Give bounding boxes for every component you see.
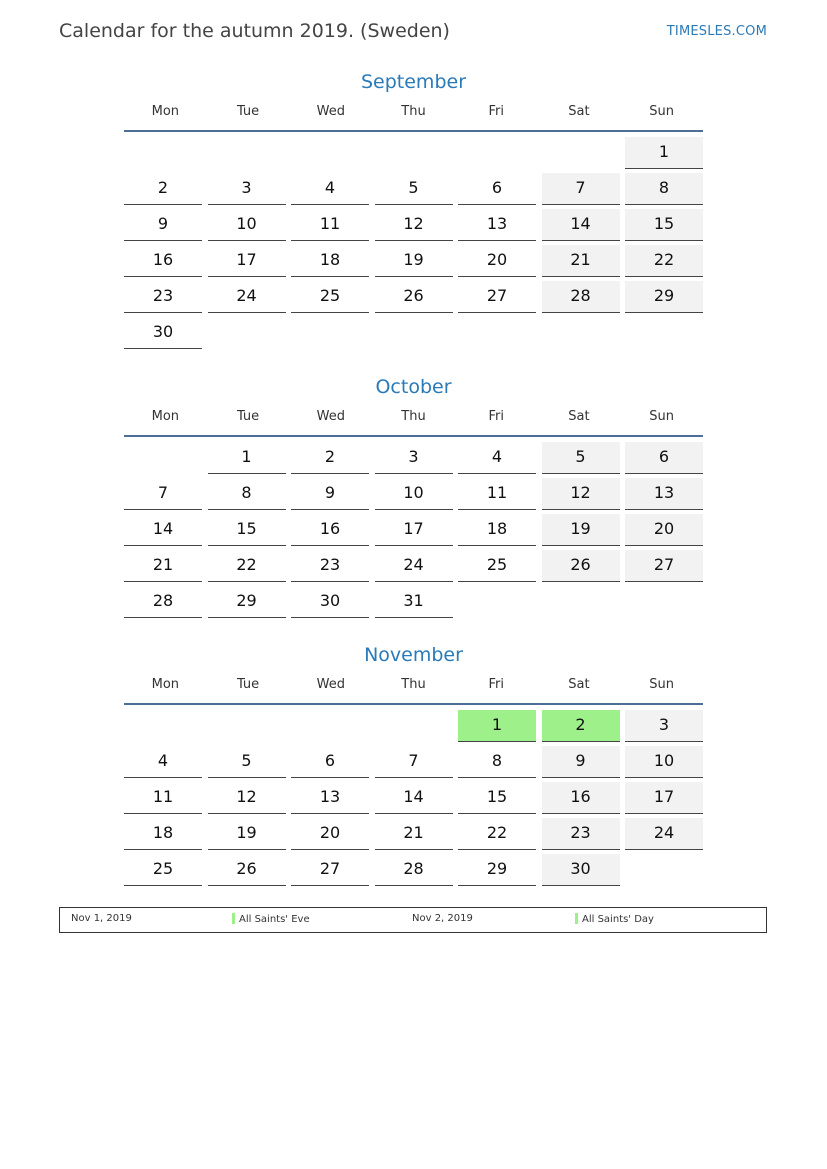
day-cell[interactable]: 22 [625,245,703,277]
day-cell[interactable]: 7 [542,173,620,205]
weekday-label: Tue [236,104,260,119]
day-cell[interactable]: 19 [208,818,286,850]
weekday-label: Mon [151,677,180,692]
day-cell[interactable]: 13 [625,478,703,510]
empty-cell [124,442,202,474]
day-cell[interactable]: 21 [542,245,620,277]
day-cell[interactable]: 22 [458,818,536,850]
weekday-label: Thu [401,409,426,424]
empty-cell [375,710,453,742]
legend-holiday-2: All Saints' Day [582,914,654,925]
day-cell[interactable]: 15 [625,209,703,241]
weekday-label: Wed [316,677,345,692]
day-cell[interactable]: 11 [291,209,369,241]
day-cell[interactable]: 14 [375,782,453,814]
legend-entry-1 [232,913,310,925]
day-cell[interactable]: 15 [458,782,536,814]
day-cell[interactable]: 16 [542,782,620,814]
month-name: November [364,644,463,666]
day-cell[interactable]: 21 [375,818,453,850]
weekday-label: Wed [316,104,345,119]
empty-cell [208,137,286,169]
weekday-label: Sun [649,409,675,424]
month-november [124,643,703,886]
day-cell[interactable]: 1 [208,442,286,474]
day-cell[interactable]: 17 [208,245,286,277]
day-cell[interactable]: 23 [124,281,202,313]
day-cell[interactable]: 10 [375,478,453,510]
empty-cell [542,137,620,169]
weekday-label: Tue [236,677,260,692]
day-cell[interactable]: 27 [625,550,703,582]
day-cell[interactable]: 24 [625,818,703,850]
weekday-label: Mon [151,104,180,119]
weekday-header [124,407,703,437]
day-cell[interactable]: 10 [625,746,703,778]
weekday-label: Fri [488,104,504,119]
day-cell[interactable]: 6 [625,442,703,474]
day-cell[interactable]: 25 [458,550,536,582]
day-cell[interactable]: 21 [124,550,202,582]
weekday-label: Sat [568,677,590,692]
legend-holiday-1: All Saints' Eve [239,914,310,925]
month-name: September [360,71,467,93]
weekday-label: Fri [488,409,504,424]
month-october [124,375,703,618]
day-cell[interactable]: 13 [458,209,536,241]
day-grid [124,442,703,618]
day-cell[interactable]: 7 [375,746,453,778]
day-cell[interactable]: 28 [124,586,202,618]
day-cell[interactable]: 1 [625,137,703,169]
day-cell[interactable]: 26 [375,281,453,313]
day-cell[interactable]: 6 [291,746,369,778]
weekday-header [124,675,703,705]
day-cell[interactable]: 15 [208,514,286,546]
day-cell[interactable]: 7 [124,478,202,510]
weekday-header [124,102,703,132]
day-cell[interactable]: 4 [458,442,536,474]
day-cell[interactable]: 17 [625,782,703,814]
legend-date-2: Nov 2, 2019 [412,913,473,924]
weekday-label: Thu [401,677,426,692]
day-cell[interactable]: 26 [208,854,286,886]
month-september [124,70,703,349]
day-cell[interactable]: 16 [291,514,369,546]
empty-cell [291,710,369,742]
empty-cell [124,710,202,742]
day-cell[interactable]: 11 [124,782,202,814]
holiday-marker-icon [232,913,235,924]
day-cell[interactable]: 29 [458,854,536,886]
legend-entry-2 [575,913,654,925]
day-cell[interactable]: 12 [542,478,620,510]
day-cell[interactable]: 27 [291,854,369,886]
site-link[interactable]: TIMESLES.COM [666,24,767,39]
day-cell[interactable]: 30 [124,317,202,349]
day-cell[interactable]: 19 [542,514,620,546]
day-cell[interactable]: 2 [124,173,202,205]
day-cell[interactable]: 5 [375,173,453,205]
day-cell[interactable]: 29 [625,281,703,313]
day-cell[interactable]: 2 [291,442,369,474]
month-name: October [375,376,452,398]
day-cell[interactable]: 27 [458,281,536,313]
empty-cell [458,137,536,169]
day-cell[interactable]: 30 [291,586,369,618]
weekday-label: Sat [568,409,590,424]
day-cell[interactable]: 14 [542,209,620,241]
day-cell[interactable]: 26 [542,550,620,582]
page-title: Calendar for the autumn 2019. (Sweden) [59,20,450,42]
day-cell[interactable]: 2 [542,710,620,742]
empty-cell [208,710,286,742]
day-cell[interactable]: 20 [625,514,703,546]
holiday-legend [59,907,767,933]
holiday-marker-icon [575,913,578,924]
day-cell[interactable]: 3 [625,710,703,742]
day-cell[interactable]: 18 [124,818,202,850]
day-cell[interactable]: 23 [542,818,620,850]
day-cell[interactable]: 3 [375,442,453,474]
day-cell[interactable]: 22 [208,550,286,582]
day-cell[interactable]: 12 [375,209,453,241]
empty-cell [124,137,202,169]
day-cell[interactable]: 6 [458,173,536,205]
day-cell[interactable]: 3 [208,173,286,205]
day-cell[interactable]: 9 [542,746,620,778]
day-cell[interactable]: 30 [542,854,620,886]
day-cell[interactable]: 25 [124,854,202,886]
day-cell[interactable]: 4 [291,173,369,205]
day-cell[interactable]: 24 [208,281,286,313]
day-grid [124,710,703,886]
day-cell[interactable]: 18 [291,245,369,277]
day-cell[interactable]: 1 [458,710,536,742]
weekday-label: Sat [568,104,590,119]
weekday-label: Mon [151,409,180,424]
day-cell[interactable]: 17 [375,514,453,546]
weekday-label: Tue [236,409,260,424]
day-cell[interactable]: 14 [124,514,202,546]
day-cell[interactable]: 29 [208,586,286,618]
day-cell[interactable]: 9 [124,209,202,241]
day-cell[interactable]: 19 [375,245,453,277]
weekday-label: Sun [649,104,675,119]
day-cell[interactable]: 12 [208,782,286,814]
day-cell[interactable]: 13 [291,782,369,814]
day-cell[interactable]: 31 [375,586,453,618]
day-cell[interactable]: 9 [291,478,369,510]
day-cell[interactable]: 23 [291,550,369,582]
weekday-label: Wed [316,409,345,424]
day-cell[interactable]: 11 [458,478,536,510]
day-cell[interactable]: 5 [542,442,620,474]
weekday-label: Fri [488,677,504,692]
day-cell[interactable]: 25 [291,281,369,313]
day-grid [124,137,703,349]
day-cell[interactable]: 8 [208,478,286,510]
day-cell[interactable]: 28 [542,281,620,313]
empty-cell [375,137,453,169]
day-cell[interactable]: 8 [458,746,536,778]
weekday-label: Sun [649,677,675,692]
day-cell[interactable]: 20 [291,818,369,850]
day-cell[interactable]: 18 [458,514,536,546]
day-cell[interactable]: 20 [458,245,536,277]
day-cell[interactable]: 28 [375,854,453,886]
day-cell[interactable]: 5 [208,746,286,778]
day-cell[interactable]: 8 [625,173,703,205]
day-cell[interactable]: 10 [208,209,286,241]
day-cell[interactable]: 24 [375,550,453,582]
empty-cell [291,137,369,169]
weekday-label: Thu [401,104,426,119]
legend-date-1: Nov 1, 2019 [71,913,132,924]
day-cell[interactable]: 16 [124,245,202,277]
day-cell[interactable]: 4 [124,746,202,778]
